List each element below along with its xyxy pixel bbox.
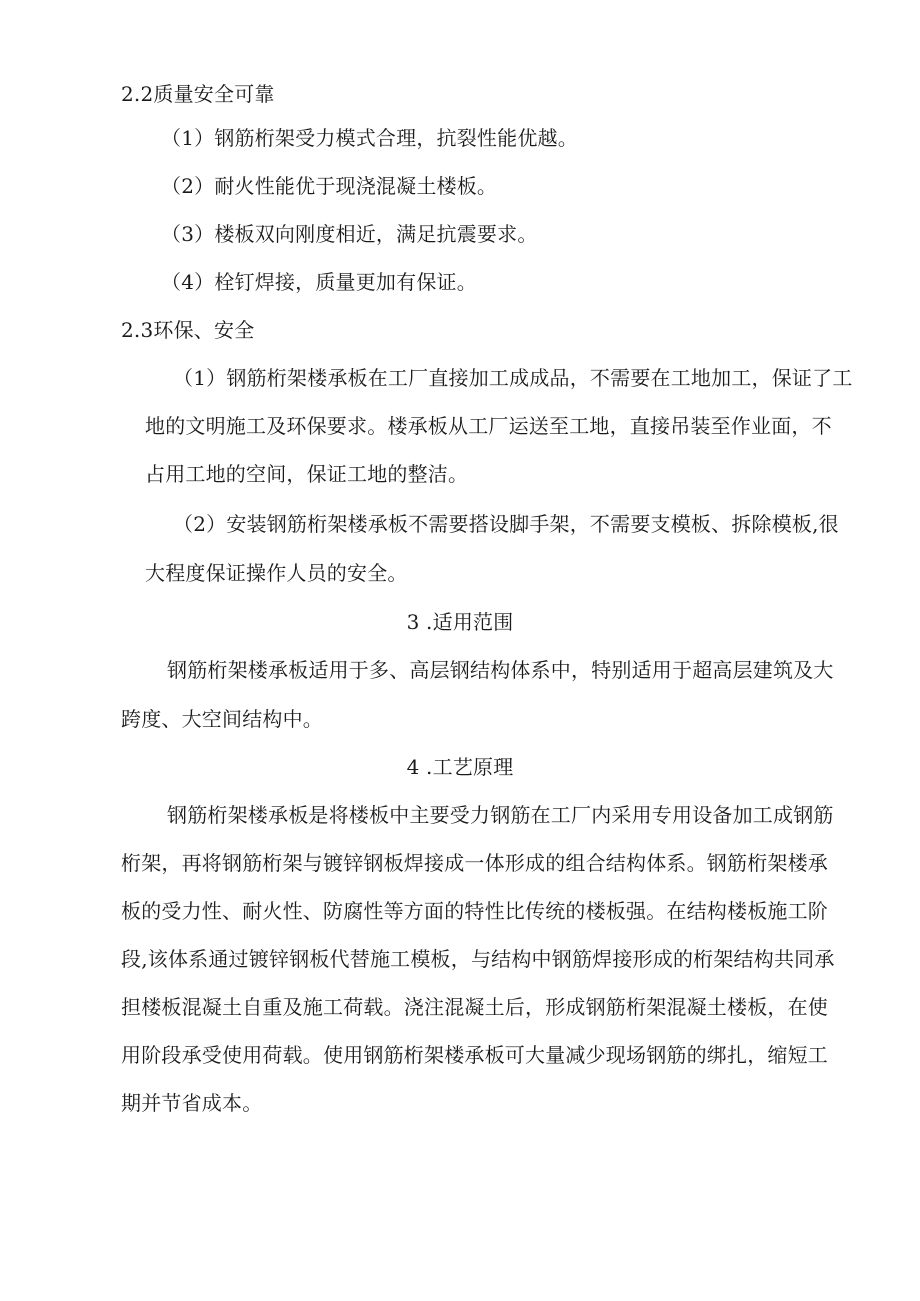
section-4-para-line-6: 用阶段承受使用荷载。使用钢筋桁架楼承板可大量减少现场钢筋的绑扎，缩短工 xyxy=(121,1043,828,1067)
section-4-heading: 4 .工艺原理 xyxy=(406,755,514,779)
section-3-heading: 3 .适用范围 xyxy=(406,610,514,634)
section-2-2-item-1: （1）钢筋桁架受力模式合理，抗裂性能优越。 xyxy=(161,126,578,150)
section-4-para-line-2: 桁架，再将钢筋桁架与镀锌钢板焊接成一体形成的组合结构体系。钢筋桁架楼承 xyxy=(121,851,828,875)
section-3-para-line-1: 钢筋桁架楼承板适用于多、高层钢结构体系中，特别适用于超高层建筑及大 xyxy=(167,658,834,682)
section-2-3-heading: 2.3环保、安全 xyxy=(121,318,255,342)
section-4-para-line-5: 担楼板混凝土自重及施工荷载。浇注混凝土后，形成钢筋桁架混凝土楼板，在使 xyxy=(121,995,828,1019)
section-4-para-line-1: 钢筋桁架楼承板是将楼板中主要受力钢筋在工厂内采用专用设备加工成钢筋 xyxy=(167,803,834,827)
section-4-para-line-4: 段,该体系通过镀锌钢板代替施工模板，与结构中钢筋焊接形成的桁架结构共同承 xyxy=(121,947,835,971)
section-3-para-line-2: 跨度、大空间结构中。 xyxy=(121,707,323,731)
section-4-para-line-3: 板的受力性、耐火性、防腐性等方面的特性比传统的楼板强。在结构楼板施工阶 xyxy=(121,899,828,923)
section-2-3-para-2-line-2: 大程度保证操作人员的安全。 xyxy=(145,561,408,585)
section-2-3-para-1-line-3: 占用工地的空间，保证工地的整洁。 xyxy=(145,462,469,486)
section-2-3-para-1-line-1: （1）钢筋桁架楼承板在工厂直接加工成成品，不需要在工地加工，保证了工 xyxy=(173,366,853,390)
section-2-2-item-4: （4）栓钉焊接，质量更加有保证。 xyxy=(161,270,477,294)
section-2-2-item-3: （3）楼板双向刚度相近，满足抗震要求。 xyxy=(161,222,538,246)
section-2-3-para-2-line-1: （2）安装钢筋桁架楼承板不需要搭设脚手架，不需要支模板、拆除模板,很 xyxy=(173,512,839,536)
section-2-2-item-2: （2）耐火性能优于现浇混凝土楼板。 xyxy=(161,174,498,198)
section-2-2-heading: 2.2质量安全可靠 xyxy=(121,82,275,106)
section-2-3-para-1-line-2: 地的文明施工及环保要求。楼承板从工厂运送至工地，直接吊装至作业面，不 xyxy=(145,414,832,438)
section-4-para-line-7: 期并节省成本。 xyxy=(121,1091,263,1115)
